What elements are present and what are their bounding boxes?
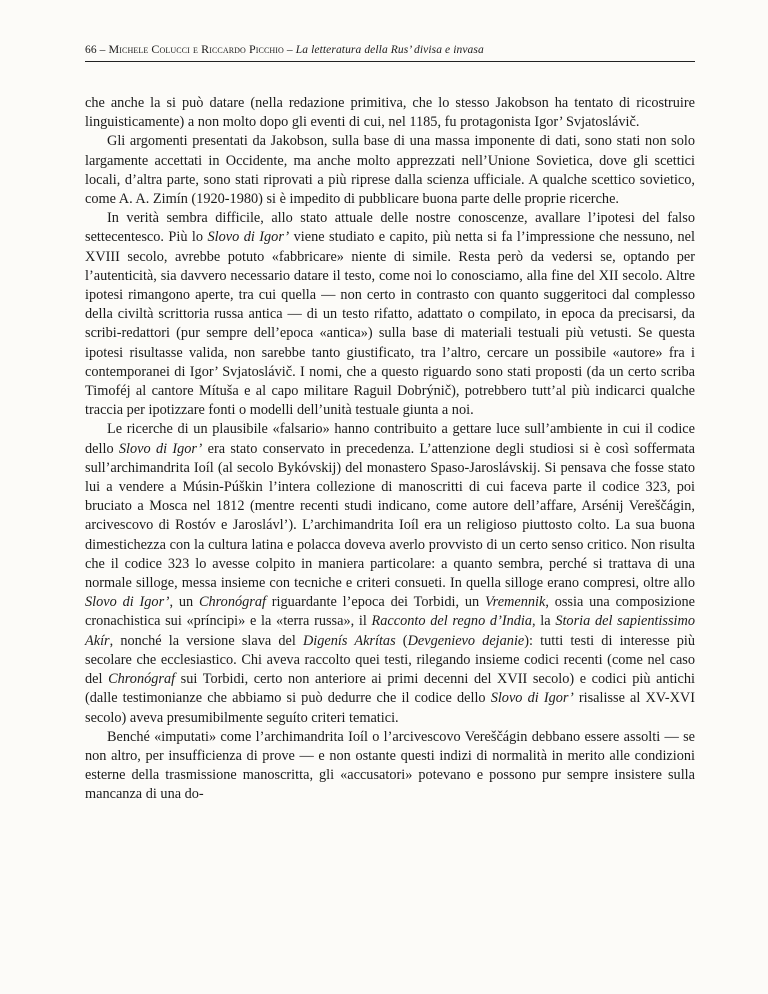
paragraph-text: Le ricerche di un plausibile «falsario» hanno contribuito a gettare luce sull’ambiente in cui il codice dello (85, 421, 695, 457)
italic-title-text: Vremennik (484, 594, 546, 611)
paragraph-text: che anche la si può datare (nella redazione primitiva, che lo stesso Jakobson ha tentato di ricostruire linguisticamente) a non molto dopo gli eventi di cui, nel 1185, fu protagonista Igor’ Svjatoslávič. (85, 95, 695, 131)
italic-title-text: Slovo di Igor’ (118, 440, 203, 457)
header-authors: Michele Colucci e Riccardo Picchio (108, 42, 284, 56)
paragraph-text: ): tutti testi di interesse più secolare che ecclesiastico. Chi aveva raccolto quei testi, rilegando insieme codici recenti (come nel caso del (85, 632, 696, 688)
paragraph-text: sui Torbidi, certo non anteriore ai primi decenni del XVII secolo) e codici più antichi (dalle testimonianze che abbiamo si può dedurre che il codice dello (85, 671, 695, 707)
page-number: 66 (85, 44, 97, 56)
paragraph-text: era stato conservato in precedenza. L’attenzione degli studiosi si è così soffermata sull’archimandrita Ioíl (al secolo Bykóvskij) del monastero Spaso-Jaroslávskij. Si pensava che fosse stato lui a vendere a Músin-Púškin l’intera collezione di manoscritti di cui faceva parte il codice 323, poi bruciato a Mosca nel 1812 (mentre recenti studi indicano, come autore dell’affare, Arsénij Vereščágin, arcivescovo di Rostóv e Jaroslávl’). L’archimandrita Ioíl era un religioso piuttosto colto. La sua buona dimestichezza con la cultura latina e polacca doveva averlo provvisto di un certo senso critico. Non risulta che il codice 323 lo avesse colpito in maniera particolare: a quanto sembra, perché si trattava di una normale silloge, messa insieme con tecniche e criteri consueti. In quella silloge erano compresi, oltre allo (85, 440, 695, 592)
header-separator: – (96, 44, 109, 56)
paragraph-text: riguardante l’epoca dei Torbidi, un (265, 594, 485, 611)
paragraph-text: In verità sembra difficile, allo stato attuale delle nostre conoscenze, avallare l’ipotesi del falso settecentesco. Più lo (85, 210, 695, 246)
italic-title-text: Slovo di Igor’ (207, 229, 290, 246)
paragraph-text: Gli argomenti presentati da Jakobson, sulla base di una massa imponente di dati, sono stati non solo largamente accettati in Occidente, ma anche molto apprezzati nell’Unione Sovietica, dove gli scettici locali, d’altra parte, sono stati riprovati a più riprese dalla scienza ufficiale. A qualche scettico sovietico, come A. A. Zimín (1920-1980) si è impedito di pubblicare buona parte delle proprie ricerche. (85, 133, 695, 208)
paragraph-text: , la (532, 613, 556, 630)
running-header (85, 42, 695, 57)
paragraph-text: ( (395, 632, 408, 649)
paragraph-text: viene studiato e capito, più netta si fa l’impressione che nessuno, nel XVIII secolo, avrebbe potuto «fabbricare» niente di simile. Resta però da vedersi se, optando per l’autenticità, sia davvero necessario datare il testo, come noi lo conosciamo, alla fine del XII secolo. Altre ipotesi rimangono aperte, tra cui quella — non certo in contrasto con quanto suggeritoci dal complesso della civiltà scrittoria russa antica — di un testo rifatto, adattato o compilato, in epoca da precisarsi, da scribi-redattori (pur sempre dell’epoca «antica») sulla base di materiali testuali più vetusti. Se questa ipotesi risultasse valida, non sarebbe tanto giustificato, tra l’altro, cercare un possibile «autore» fra i contemporanei di Igor’ Svjatoslávič. I nomi, che a questo riguardo sono stati proposti (da un certo scriba Timoféj al cantore Mítuša e al capo militare Raguil Dobrýnič), potrebbero tutt’al più indicarci qualche traccia per ipotizzare fonti o modelli dell’unità testuale giunta a noi. (85, 229, 695, 419)
paragraph-text: , ossia una composizione cronachistica sui «príncipi» e la «terra russa», il (85, 594, 695, 630)
italic-title-text: Slovo di Igor’ (85, 594, 170, 611)
header-book-title: La letteratura della Rus’ divisa e invasa (295, 44, 484, 56)
italic-title-text: Digenís Akrítas (302, 632, 396, 649)
paragraph-text: Benché «imputati» come l’archimandrita Ioíl o l’arcivescovo Vereščágin debbano essere assolti — se non altro, per insufficienza di prove — e non ostante questi indizi di normalità in merito alle condizioni esterne della trasmissione manoscritta, gli «accusatori» potevano e possono pur sempre insistere sulla mancanza di una do- (85, 728, 695, 803)
italic-title-text: Storia del sapientissimo Akír (85, 613, 695, 649)
italic-title-text: Chronógraf (198, 594, 266, 611)
body-paragraph (85, 728, 695, 805)
page (85, 42, 696, 803)
paragraph-text: , un (169, 594, 199, 611)
body-paragraph (85, 132, 695, 209)
body-text (85, 94, 695, 805)
body-paragraph (85, 209, 695, 420)
italic-title-text: Slovo di Igor’ (490, 690, 574, 707)
paragraph-text: , nonché la versione slava del (109, 632, 303, 649)
header-separator: – (283, 44, 296, 56)
italic-title-text: Racconto del regno d’India (371, 613, 533, 630)
header-rule (85, 61, 695, 62)
body-paragraph (85, 94, 695, 132)
body-paragraph (85, 420, 695, 727)
italic-title-text: Chronógraf (108, 671, 176, 688)
paragraph-text: risalisse al XV-XVI secolo) aveva presumibilmente seguíto criteri tematici. (85, 690, 695, 726)
italic-title-text: Devgenievo dejanie (407, 632, 525, 649)
